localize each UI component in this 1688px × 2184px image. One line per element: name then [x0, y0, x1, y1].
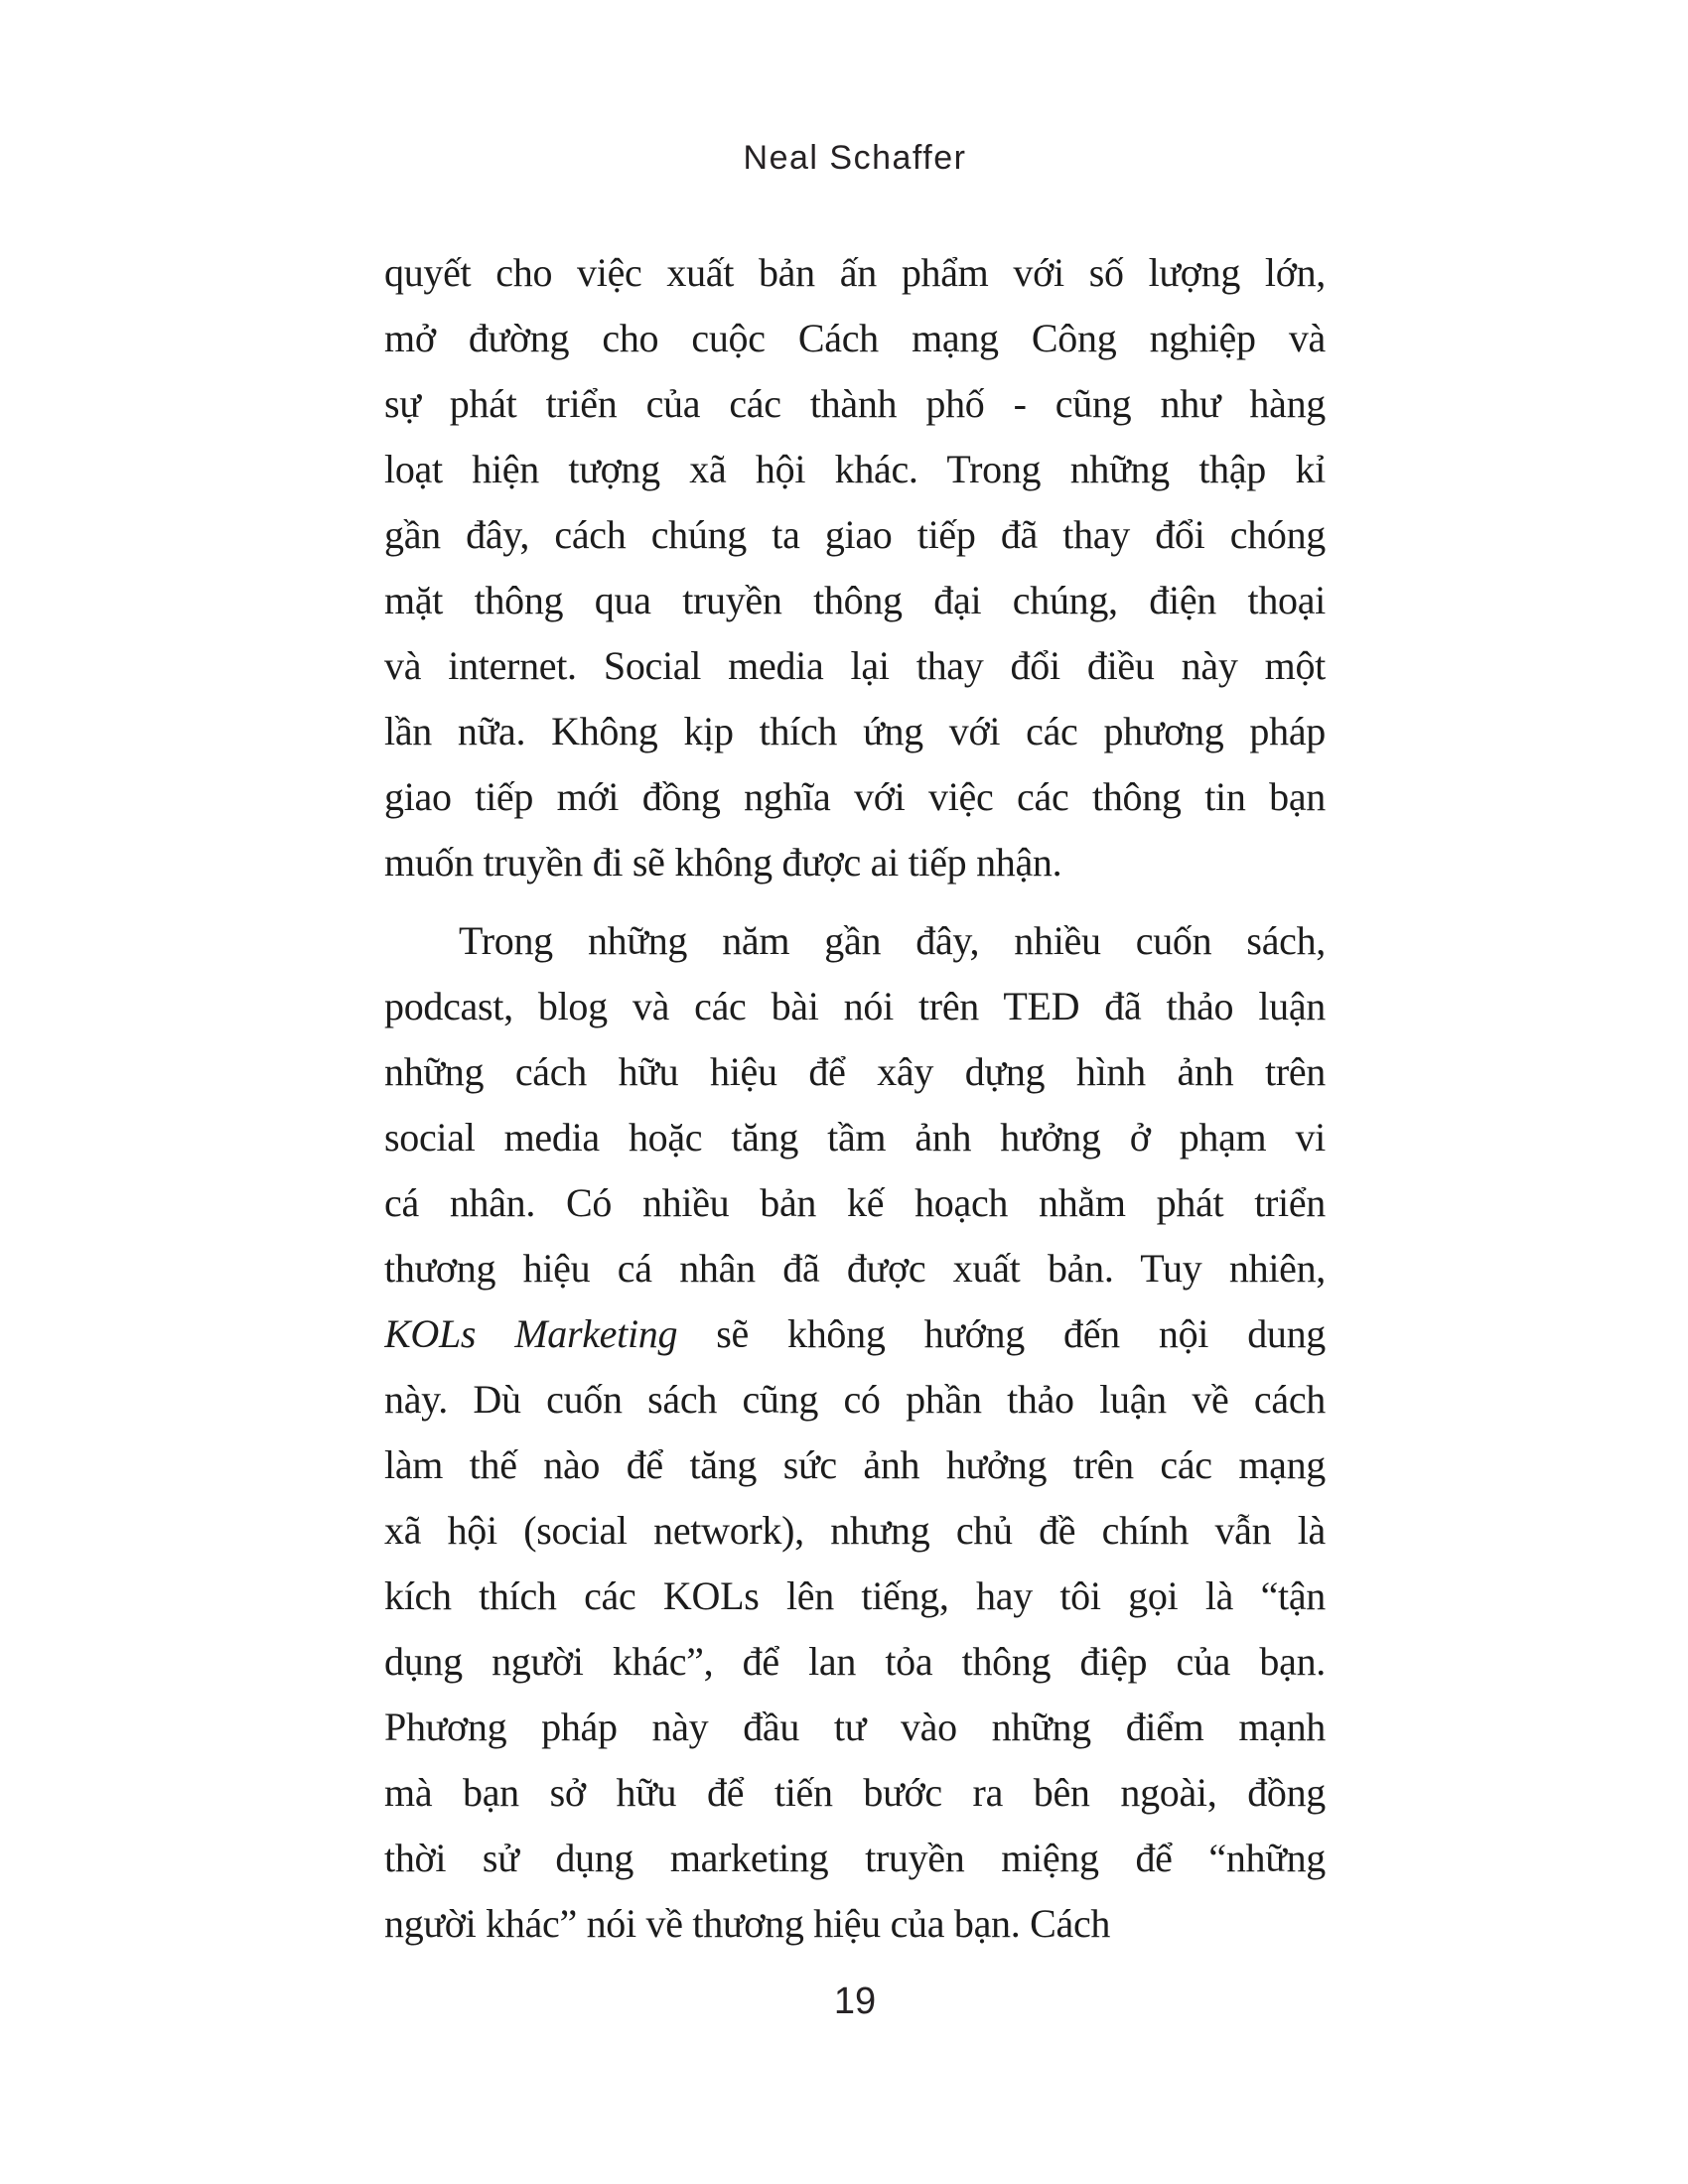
text-line	[384, 1695, 1326, 1760]
text-line	[384, 1498, 1326, 1564]
text-line	[384, 974, 1326, 1039]
text-line	[384, 699, 1326, 764]
text-line	[384, 1301, 1326, 1367]
text-segment: Trong những năm gần đây, nhiều cuốn sách,	[459, 918, 1326, 963]
text-segment: gần đây, cách chúng ta giao tiếp đã thay đổi chóng	[384, 512, 1326, 557]
text-line	[384, 1236, 1326, 1301]
text-line	[384, 1367, 1326, 1433]
text-segment: thương hiệu cá nhân đã được xuất bản. Tuy nhiên,	[384, 1246, 1326, 1291]
text-line	[384, 371, 1326, 437]
text-line	[384, 764, 1326, 830]
text-line	[384, 306, 1326, 371]
text-line	[384, 1170, 1326, 1236]
text-line	[384, 240, 1326, 306]
text-segment: Phương pháp này đầu tư vào những điểm mạnh	[384, 1705, 1326, 1749]
page-number: 19	[833, 1980, 877, 2022]
text-line	[384, 1826, 1326, 1891]
text-line	[384, 437, 1326, 502]
text-segment: và internet. Social media lại thay đổi điều này một	[384, 643, 1326, 688]
text-line	[384, 568, 1326, 633]
text-segment: cá nhân. Có nhiều bản kế hoạch nhằm phát triển	[384, 1180, 1326, 1225]
text-segment: giao tiếp mới đồng nghĩa với việc các thông tin bạn	[384, 774, 1326, 819]
text-line	[384, 1891, 1326, 1957]
text-segment: mặt thông qua truyền thông đại chúng, điện thoại	[384, 578, 1326, 622]
text-line	[384, 1760, 1326, 1826]
text-segment: xã hội (social network), nhưng chủ đề chính vẫn là	[384, 1508, 1326, 1553]
text-segment: làm thế nào để tăng sức ảnh hưởng trên các mạng	[384, 1442, 1326, 1487]
text-segment: social media hoặc tăng tầm ảnh hưởng ở phạm vi	[384, 1115, 1326, 1160]
text-segment: dụng người khác”, để lan tỏa thông điệp của bạn.	[384, 1639, 1326, 1684]
text-segment: mở đường cho cuộc Cách mạng Công nghiệp và	[384, 316, 1326, 360]
text-line	[384, 1564, 1326, 1629]
text-segment: những cách hữu hiệu để xây dựng hình ảnh trên	[384, 1049, 1326, 1094]
italic-text: KOLs Marketing	[384, 1311, 678, 1356]
text-segment: sự phát triển của các thành phố - cũng như hàng	[384, 381, 1326, 426]
text-segment: muốn truyền đi sẽ không được ai tiếp nhận.	[384, 840, 1062, 885]
body-text	[384, 240, 1326, 1957]
text-segment: kích thích các KOLs lên tiếng, hay tôi gọi là “tận	[384, 1573, 1326, 1618]
text-segment: mà bạn sở hữu để tiến bước ra bên ngoài, đồng	[384, 1770, 1326, 1815]
text-line	[384, 1629, 1326, 1695]
text-line	[384, 1039, 1326, 1105]
text-segment: sẽ không hướng đến nội dung	[677, 1311, 1326, 1356]
running-header: Neal Schaffer	[743, 139, 967, 177]
text-line	[384, 1105, 1326, 1170]
text-segment: này. Dù cuốn sách cũng có phần thảo luận về cách	[384, 1377, 1326, 1422]
text-line	[384, 830, 1326, 895]
text-segment: lần nữa. Không kịp thích ứng với các phương pháp	[384, 709, 1326, 753]
text-segment: thời sử dụng marketing truyền miệng để “những	[384, 1836, 1326, 1880]
text-line	[384, 502, 1326, 568]
paragraph	[384, 240, 1326, 895]
text-line	[384, 908, 1326, 974]
text-line	[384, 1433, 1326, 1498]
text-segment: podcast, blog và các bài nói trên TED đã thảo luận	[384, 984, 1326, 1028]
text-segment: loạt hiện tượng xã hội khác. Trong những thập kỉ	[384, 447, 1326, 491]
text-line	[384, 633, 1326, 699]
text-segment: quyết cho việc xuất bản ấn phẩm với số lượng lớn,	[384, 250, 1326, 295]
paragraph	[384, 908, 1326, 1957]
text-segment: người khác” nói về thương hiệu của bạn. Cách	[384, 1901, 1111, 1946]
